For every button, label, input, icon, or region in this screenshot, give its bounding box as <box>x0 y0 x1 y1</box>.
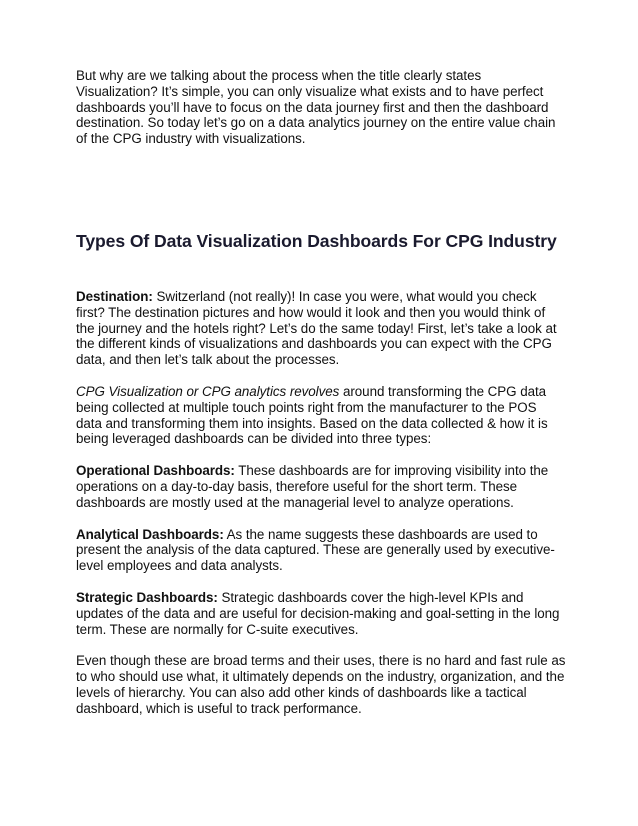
cpg-text: around transforming the CPG data being collected at multiple touch points right from the manufacturer to the POS data and transforming them into insights. Based on the data collected & how it is being leveraged dashboards can be divided into three types: <box>76 383 548 447</box>
strategic-label: Strategic Dashboards: <box>76 589 218 605</box>
operational-text: These dashboards are for improving visibility into the operations on a day-to-day basis, therefore useful for the short term. These dashboards are mostly used at the managerial level to analyze operations. <box>76 463 549 510</box>
document-page <box>76 68 566 717</box>
closing-paragraph: Even though these are broad terms and their uses, there is no hard and fast rule as to who should use what, it ultimately depends on the industry, organization, and the levels of hierarchy. You can also add other kinds of dashboards like a tactical dashboard, which is useful to track performance. <box>76 653 566 716</box>
strategic-text: Strategic dashboards cover the high-level KPIs and updates of the data and are useful for decision-making and goal-setting in the long term. These are normally for C-suite executives. <box>76 589 560 637</box>
intro-paragraph: But why are we talking about the process when the title clearly states Visualization? It’s simple, you can only visualize what exists and to have perfect dashboards you’ll have to focus on the data journey first and then the dashboard destination. So today let’s go on a data analytics journey on the entire value chain of the CPG industry with visualizations. <box>76 68 556 147</box>
cpg-italic-text: CPG Visualization or CPG analytics revolves <box>76 383 340 399</box>
destination-paragraph <box>76 289 566 368</box>
section-heading: Types Of Data Visualization Dashboards For CPG Industry <box>76 230 557 251</box>
analytical-label: Analytical Dashboards: <box>76 526 224 542</box>
analytical-text: As the name suggests these dashboards are used to present the analysis of the data captured. These are generally used by executive-level employees and data analysts. <box>76 526 555 574</box>
operational-label: Operational Dashboards: <box>76 463 235 479</box>
destination-label: Destination: <box>76 288 153 304</box>
analytical-paragraph <box>76 527 566 574</box>
destination-text: Switzerland (not really)! In case you were, what would you check first? The destination pictures and how would it look and then you would think of the journey and the hotels right? Let’s do the same today! First, let’s take a look at the different kinds of visualizations and dashboards you can expect with the CPG data, and then let’s talk about the processes. <box>76 288 557 368</box>
operational-paragraph <box>76 463 566 510</box>
cpg-paragraph <box>76 384 566 447</box>
strategic-paragraph <box>76 590 566 637</box>
